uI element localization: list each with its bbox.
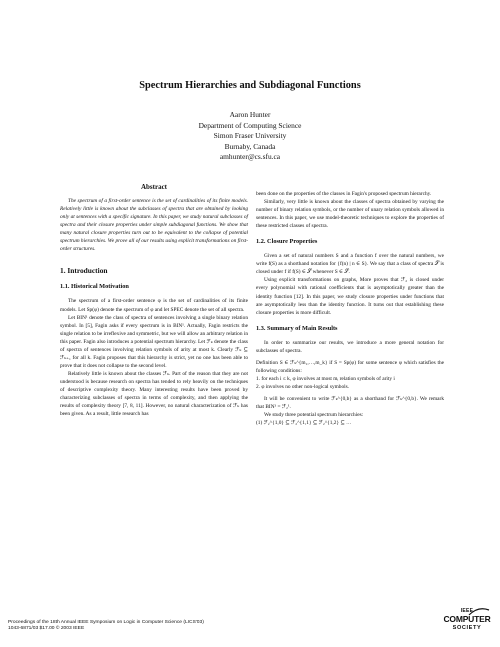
- paragraph: Relatively little is known about the classes ℱₖ. Part of the reason that they are not understood is because research on spectra has tended to rely heavily on the techniques of descriptive complexity theory. Many interesting results have been proved by characterizing subclasses of spectra in terms of complexity, and then applying the results of complexity theory [7, 8, 11]. However, no natural characterization of ℱₖ has been given. As a result, little research has: [60, 370, 248, 418]
- abstract-heading: Abstract: [140, 183, 168, 191]
- author-location: Burnaby, Canada: [224, 141, 276, 151]
- list-item: 1. for each i ≤ k, φ involves at most mᵢ relation symbols of arity i: [256, 375, 395, 382]
- subsection-historical-motivation-heading: 1.1. Historical Motivation: [60, 283, 129, 291]
- list-item: 2. φ involves no other non-logical symbols.: [256, 383, 350, 390]
- author-department: Department of Computing Science: [198, 120, 302, 130]
- ieee-computer-society-logo: [442, 608, 492, 638]
- subsection-closure-properties-heading: 1.2. Closure Properties: [256, 238, 318, 246]
- paragraph: The spectrum of a first-order sentence φ is the set of cardinalities of its finite models. Let Sp(φ) denote the spectrum of φ and let SPEC denote the set of all spectra.: [60, 298, 248, 313]
- paragraph: Let BIN¹ denote the class of spectra of sentences involving a single binary relation symbol. In [5], Fagin asks if every spectrum is in BIN¹. Actually, Fagin restricts the single relation to be irreflexive and symmetric, but we will allow an arbitrary relation in this paper. Fagin also introduces a potential spectrum hierarchy. Let ℱₖ denote the class of spectra of sentences involving relation symbols of arity at most k. Clearly ℱₖ ⊆ ℱₖ₊₁ for all k. Fagin proposes that this hierarchy is strict, yet no one has been able to prove that it does not collapse to the second level.: [60, 314, 249, 369]
- paper-title: Spectrum Hierarchies and Subdiagonal Functions: [139, 80, 361, 91]
- subsection-summary-heading: 1.3. Summary of Main Results: [256, 324, 338, 332]
- abstract-text: The spectrum of a first-order sentence is the set of cardinalities of its finite models. Relatively little is known about the subclasses of spectra that are obtained by looking only at sentences with a specific signature. In this paper, we study natural subclasses of spectra and their closure properties under simple subdiagonal functions. We show that many natural closure properties turn out to be equivalent to the collapse of potential spectrum hierarchies. We prove all of our results using explicit transformations on first-order structures.: [60, 198, 248, 253]
- paragraph: We study three potential spectrum hierarchies:: [264, 412, 364, 419]
- author-email: amhunter@cs.sfu.ca: [219, 152, 281, 162]
- paragraph: In order to summarize our results, we introduce a more general notation for subclasses of spectra.: [256, 339, 444, 354]
- author-block: [0, 110, 500, 163]
- logo-ieee-text: IEEE: [460, 608, 474, 614]
- paragraph: It will be convenient to write ℱₖ^{0,b} as a shorthand for ℱₖ^{0,b}. We remark that BIN¹ = ℱ₂¹.: [256, 395, 444, 411]
- footer-copyright: 1043-6871/03 $17.00 © 2003 IEEE: [8, 626, 85, 632]
- definition: Definition S ∈ ℱₖ^{m₁,…,m_k} if S = Sp(φ) for some sentence φ which satisfies the following conditions:: [256, 359, 444, 374]
- paragraph: Given a set of natural numbers S and a function f over the natural numbers, we write f(S) as a shorthand notation for {f(n) | n ∈ S}. We say that a class of spectra 𝒮 is closed under f if f(S) ∈ 𝒮 whenever S ∈ 𝒮.: [256, 253, 444, 276]
- footer-proceedings: Proceedings of the 18th Annual IEEE Symposium on Logic in Computer Science (LICS'03): [8, 620, 204, 625]
- author-university: Simon Fraser University: [213, 131, 287, 141]
- footer: [8, 620, 408, 633]
- logo-society-text: SOCIETY: [452, 625, 482, 631]
- paragraph: Using explicit transformations on graphs, More proves that ℱ₂ is closed under every polynomial with rational coefficients that is asymptotically greater than the identity function [12]. In this paper, we study closure properties under functions that are asymptotically less than the identity function. It turns out that establishing these closure properties is more difficult.: [256, 277, 444, 316]
- logo-computer-text: COMPUTER: [443, 614, 491, 624]
- paragraph: been done on the properties of the classes in Fagin's proposed spectrum hierarchy.: [256, 191, 432, 197]
- section-introduction-heading: 1. Introduction: [60, 266, 108, 276]
- formula: (1) ℱ₂^{1,0} ⊆ ℱ₂^{1,1} ⊆ ℱ₂^{1,2} ⊆ …: [256, 420, 352, 427]
- right-column: [256, 190, 444, 427]
- author-name: Aaron Hunter: [229, 110, 271, 119]
- paragraph: Similarly, very little is known about the classes of spectra obtained by varying the number of binary relation symbols, or the number of unary relation symbols allowed in sentences. In this paper, we use model-theoretic techniques to explore the properties of these restricted classes of spectra.: [256, 199, 444, 230]
- abstract: [60, 197, 248, 253]
- left-column: [60, 183, 248, 418]
